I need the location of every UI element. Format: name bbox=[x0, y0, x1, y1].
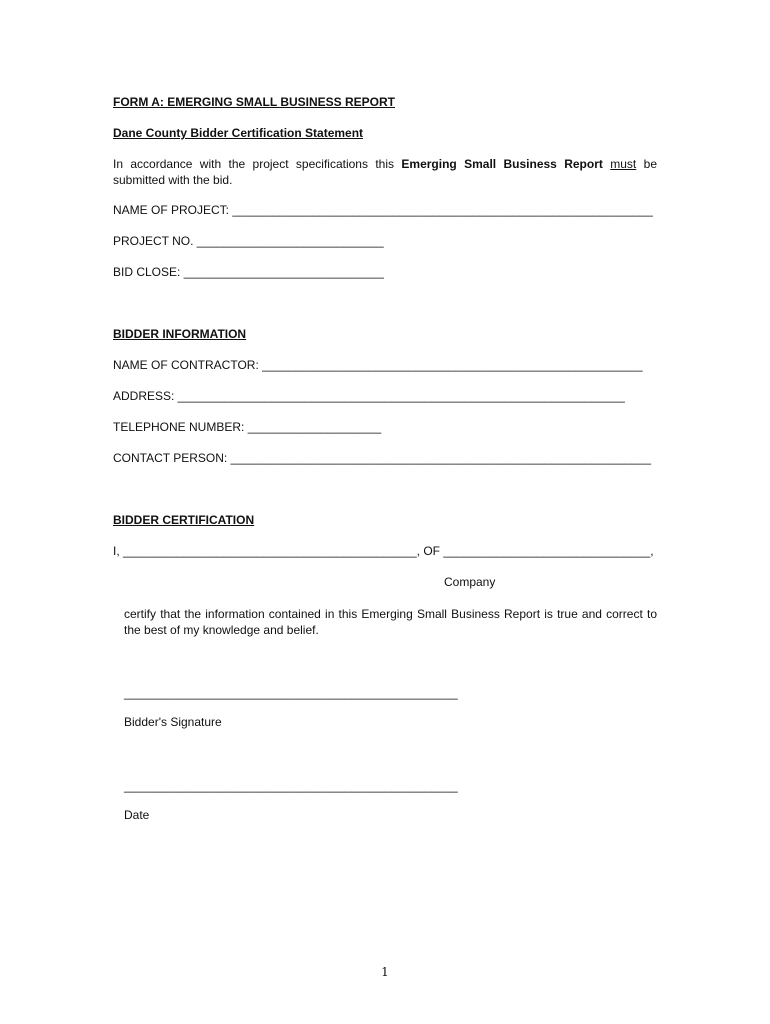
company-label: Company bbox=[444, 575, 496, 589]
intro-paragraph bbox=[113, 156, 657, 188]
intro-underlined-must: must bbox=[610, 157, 637, 171]
name-of-project-field: NAME OF PROJECT: _______________________________________________________________ bbox=[113, 203, 653, 217]
project-no-field: PROJECT NO. ____________________________ bbox=[113, 234, 384, 248]
certification-statement: certify that the information contained in this Emerging Small Business Report is true and correct to the best of my knowledge and belief. bbox=[124, 607, 657, 637]
contact-person-field: CONTACT PERSON: _______________________________________________________________ bbox=[113, 451, 652, 465]
bidder-signature-label: Bidder's Signature bbox=[124, 715, 222, 729]
telephone-number-field: TELEPHONE NUMBER: ____________________ bbox=[113, 420, 382, 434]
bid-close-field: BID CLOSE: ______________________________ bbox=[113, 265, 384, 279]
page-number: 1 bbox=[381, 965, 389, 979]
form-title: FORM A: EMERGING SMALL BUSINESS REPORT bbox=[113, 95, 396, 109]
certify-name-company-line: I, ____________________________________________, OF _______________________________, bbox=[113, 544, 654, 558]
intro-text-1: In accordance with the project specifications this bbox=[113, 157, 402, 171]
bidder-information-heading: BIDDER INFORMATION bbox=[113, 327, 247, 341]
intro-bold-report-name: Emerging Small Business Report bbox=[401, 157, 603, 171]
intro-text-3: be submitted with the bid. bbox=[113, 157, 657, 187]
form-subtitle: Dane County Bidder Certification Statement bbox=[113, 126, 364, 140]
name-of-contractor-field: NAME OF CONTRACTOR: _________________________________________________________ bbox=[113, 358, 643, 372]
date-line: __________________________________________________ bbox=[124, 779, 458, 793]
signature-line: __________________________________________________ bbox=[124, 686, 458, 700]
address-field: ADDRESS: ___________________________________________________________________ bbox=[113, 389, 625, 403]
date-label: Date bbox=[124, 808, 150, 822]
bidder-certification-heading: BIDDER CERTIFICATION bbox=[113, 513, 255, 527]
